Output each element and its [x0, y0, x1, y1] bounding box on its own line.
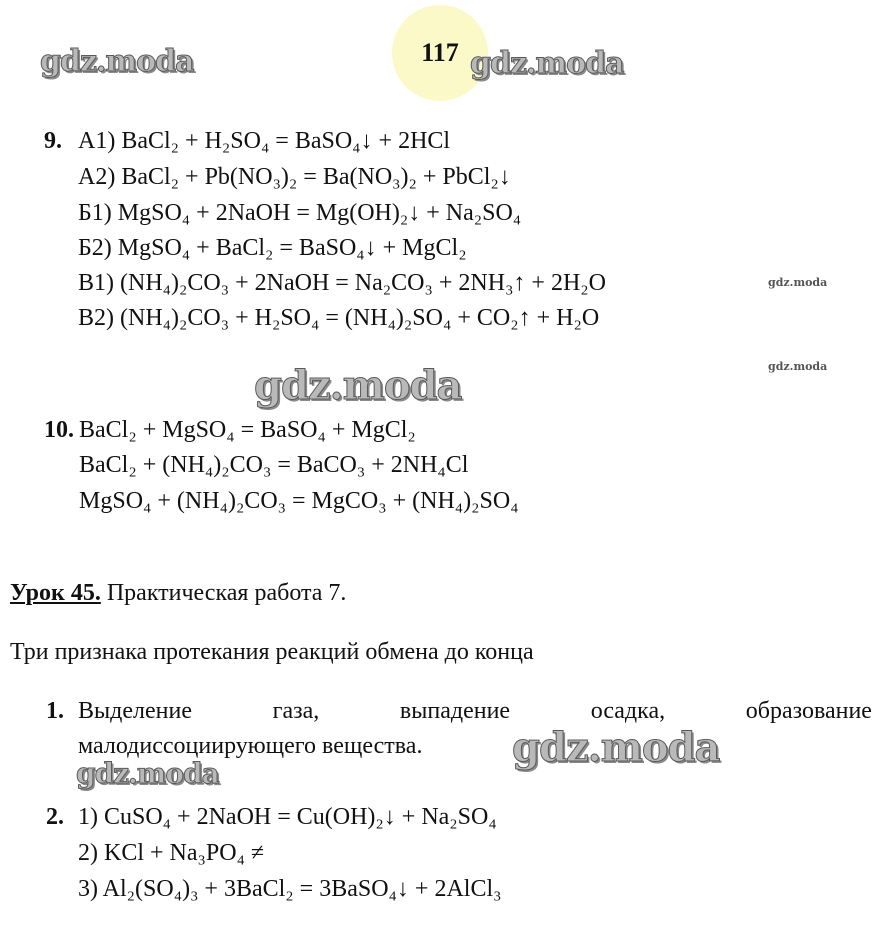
task-10-line-2: BaCl₂ + (NH₄)₂CO₃ = BaCO₃ + 2NH₄Cl: [79, 452, 469, 478]
section-subtitle: Три признака протекания реакций обмена до конца: [10, 639, 534, 665]
lesson-heading: [10, 578, 346, 608]
lesson-title: Практическая работа 7.: [106, 580, 347, 606]
item-1-number: 1.: [46, 698, 64, 724]
item-2-line-2: 2) KCl + Na₃PO₄ ≠: [78, 840, 265, 866]
watermark: gdz.moda: [76, 757, 219, 790]
item-2-number: 2.: [46, 804, 64, 830]
task-9-line-a2: А2) BaCl₂ + Pb(NO₃)₂ = Ba(NO₃)₂ + PbCl₂↓: [78, 164, 511, 190]
item-1-word: Выделение: [78, 698, 192, 724]
item-1-word: осадка,: [590, 698, 666, 724]
item-1-word: образование: [745, 698, 872, 724]
task-9-line-a1: А1) BaCl₂ + H₂SO₄ = BaSO₄↓ + 2HCl: [78, 128, 451, 154]
watermark: gdz.moda: [470, 46, 624, 81]
watermark: gdz.moda: [40, 44, 194, 79]
task-9-line-b2: Б2) MgSO₄ + BaCl₂ = BaSO₄↓ + MgCl₂: [78, 235, 467, 261]
item-2-line-3: 3) Al₂(SO₄)₃ + 3BaCl₂ = 3BaSO₄↓ + 2AlCl₃: [78, 876, 502, 902]
watermark-small: gdz.moda: [768, 360, 828, 373]
watermark-small: gdz.moda: [768, 276, 828, 289]
page-number: 117: [421, 38, 459, 67]
item-1-line-1: [78, 696, 872, 726]
task-9-line-b1: Б1) MgSO₄ + 2NaOH = Mg(OH)₂↓ + Na₂SO₄: [78, 200, 522, 226]
task-9-number: 9.: [44, 128, 62, 154]
task-10-number: 10.: [44, 417, 74, 443]
item-1-line-2: малодиссоциирующего вещества.: [78, 733, 423, 759]
lesson-label: Урок 45.: [10, 580, 101, 606]
watermark: gdz.moda: [512, 724, 720, 771]
item-2-line-1: 1) CuSO₄ + 2NaOH = Cu(OH)₂↓ + Na₂SO₄: [78, 804, 497, 830]
watermark: gdz.moda: [254, 362, 462, 409]
task-9-line-v1: В1) (NH₄)₂CO₃ + 2NaOH = Na₂CO₃ + 2NH₃↑ + 2H₂O: [78, 270, 606, 296]
task-10-line-3: MgSO₄ + (NH₄)₂CO₃ = MgCO₃ + (NH₄)₂SO₄: [79, 488, 519, 514]
item-1-word: газа,: [272, 698, 320, 724]
task-9-line-v2: В2) (NH₄)₂CO₃ + H₂SO₄ = (NH₄)₂SO₄ + CO₂↑ + H₂O: [78, 305, 600, 331]
item-1-word: выпадение: [399, 698, 511, 724]
task-10-line-1: BaCl₂ + MgSO₄ = BaSO₄ + MgCl₂: [79, 417, 416, 443]
